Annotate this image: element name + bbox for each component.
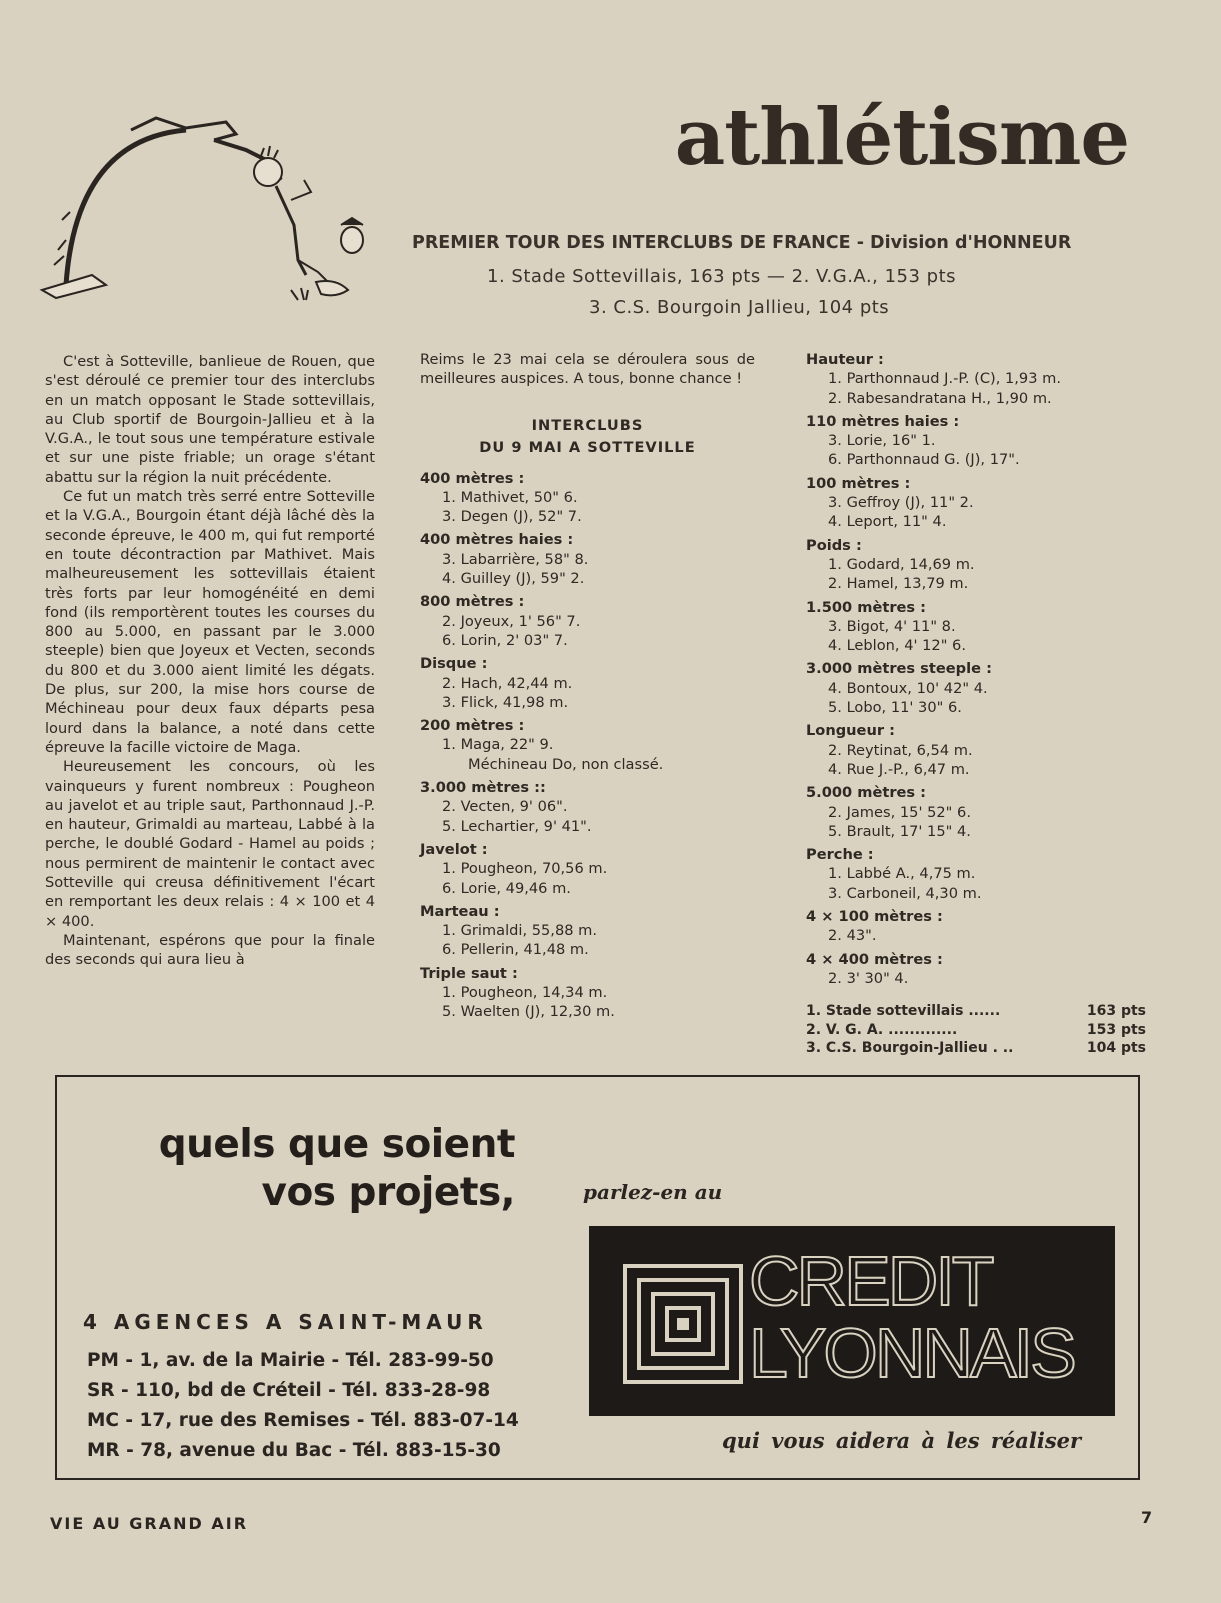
ad-headline-2: vos projets, — [261, 1170, 515, 1215]
event-block — [806, 536, 1146, 594]
summary-line-1: 1. Stade Sottevillais, 163 pts — 2. V.G.A., 153 pts — [487, 266, 957, 287]
result-line: 5. Brault, 17' 15" 4. — [828, 822, 971, 840]
team-total-row — [806, 1039, 1146, 1058]
result-line: 1. Parthonnaud J.-P. (C), 1,93 m. — [828, 370, 1061, 388]
event-block — [806, 598, 1146, 656]
result-line: 2. Hamel, 13,79 m. — [828, 575, 969, 593]
results-subhead — [420, 415, 755, 459]
result-line: 1. Mathivet, 50" 6. — [442, 488, 578, 506]
event-block — [420, 469, 755, 527]
event-block — [806, 721, 1146, 779]
result-line: 1. Pougheon, 14,34 m. — [442, 984, 608, 1002]
ad-parlez-text: parlez-en au — [583, 1180, 723, 1204]
team-points: 153 pts — [1086, 1021, 1146, 1038]
event-block — [420, 592, 755, 650]
article-paragraph: C'est à Sotteville, banlieue de Rouen, que s'est déroulé ce premier tour des interclubs en un match opposant le Stade sottevillais, au Club sportif de Bourgoin-Jallieu et à la V.G.A., le tout sous une température estivale et sur une piste friable; un orage s'étant abattu sur la région la nuit précédente. — [45, 353, 375, 486]
result-line: 3. Bigot, 4' 11" 8. — [828, 617, 956, 635]
event-block — [420, 654, 755, 712]
result-line: 3. Carboneil, 4,30 m. — [828, 884, 982, 902]
competition-heading: PREMIER TOUR DES INTERCLUBS DE FRANCE - Division d'HONNEUR — [412, 233, 1072, 253]
event-title: 110 mètres haies : — [806, 412, 960, 430]
event-block — [806, 350, 1146, 408]
page-number: 7 — [1141, 1508, 1153, 1527]
team-totals — [806, 1002, 1146, 1058]
result-line: 2. 43". — [828, 927, 877, 945]
event-title: 3.000 mètres steeple : — [806, 660, 992, 678]
ad-tagline: qui vous aidera à les réaliser — [722, 1428, 1082, 1453]
result-line: 4. Leport, 11" 4. — [828, 513, 947, 531]
event-block — [420, 530, 755, 588]
event-title: 100 mètres : — [806, 474, 911, 492]
logo-text-line-1: CREDIT — [749, 1242, 992, 1320]
team-name: 2. V. G. A. ............. — [806, 1021, 958, 1038]
summary-line-2: 3. C.S. Bourgoin Jallieu, 104 pts — [589, 297, 890, 318]
result-line: 6. Lorin, 2' 03" 7. — [442, 631, 568, 649]
ad-headline-1: quels que soient — [158, 1122, 515, 1167]
result-line: 4. Guilley (J), 59" 2. — [442, 570, 585, 588]
ad-address: SR - 110, bd de Créteil - Tél. 833-28-98 — [87, 1380, 491, 1401]
event-title: Longueur : — [806, 722, 895, 740]
team-points: 163 pts — [1086, 1003, 1146, 1020]
event-title: Perche : — [806, 846, 874, 864]
ad-address: PM - 1, av. de la Mairie - Tél. 283-99-50 — [87, 1350, 494, 1371]
ad-agencies-title: 4 AGENCES A SAINT-MAUR — [83, 1310, 488, 1334]
results-subhead-date: DU 9 MAI A SOTTEVILLE — [479, 438, 696, 456]
result-line: 5. Lechartier, 9' 41". — [442, 817, 592, 835]
event-block — [806, 783, 1146, 841]
article-paragraph: Heureusement les concours, où les vainqueurs y furent nombreux : Pougheon au javelot et au triple saut, Parthonnaud J.-P. en hauteur, Grimaldi au marteau, Labbé à la perche, le doublé Godard - Hamel au poids ; nous permirent de maintenir le contact avec Sotteville qui creusa définitivement l'écart en remportant les deux relais : 4 × 100 et 4 × 400. — [45, 758, 375, 930]
event-title: Marteau : — [420, 902, 500, 920]
event-list-b — [806, 350, 1146, 988]
result-line: 1. Labbé A., 4,75 m. — [828, 865, 976, 883]
article-paragraph: Maintenant, espérons que pour la finale des seconds qui aura lieu à — [45, 931, 375, 969]
result-line: 2. Rabesandratana H., 1,90 m. — [828, 389, 1052, 407]
event-title: Hauteur : — [806, 351, 884, 368]
event-block — [806, 950, 1146, 989]
result-line: 5. Waelten (J), 12,30 m. — [442, 1003, 615, 1021]
event-block — [806, 845, 1146, 903]
results-column-b — [806, 350, 1146, 1058]
event-title: 800 mètres : — [420, 593, 525, 611]
credit-lyonnais-logo — [589, 1226, 1115, 1416]
result-line: 6. Parthonnaud G. (J), 17". — [828, 451, 1020, 469]
result-line: 1. Godard, 14,69 m. — [828, 555, 975, 573]
event-block — [806, 412, 1146, 470]
result-line: 2. James, 15' 52" 6. — [828, 803, 971, 821]
results-column-a — [420, 350, 755, 1026]
event-title: 5.000 mètres : — [806, 784, 927, 802]
ad-address: MC - 17, rue des Remises - Tél. 883-07-14 — [87, 1410, 519, 1431]
result-line: 2. Reytinat, 6,54 m. — [828, 741, 973, 759]
event-block — [420, 716, 755, 774]
event-block — [420, 778, 755, 836]
event-title: 400 mètres : — [420, 469, 525, 487]
team-name: 3. C.S. Bourgoin-Jallieu . .. — [806, 1040, 1014, 1057]
event-block — [806, 907, 1146, 946]
result-line: 6. Pellerin, 41,48 m. — [442, 941, 589, 959]
section-title: athlétisme — [674, 92, 1129, 183]
event-title: 4 × 100 mètres : — [806, 908, 943, 926]
result-line: 1. Maga, 22" 9. — [442, 736, 554, 754]
result-line: 5. Lobo, 11' 30" 6. — [828, 699, 962, 717]
ad-address: MR - 78, avenue du Bac - Tél. 883-15-30 — [87, 1440, 501, 1461]
event-title: Triple saut : — [420, 964, 518, 982]
result-line: 3. Labarrière, 58" 8. — [442, 550, 589, 568]
pole-vaulter-illustration — [36, 100, 386, 315]
event-title: Poids : — [806, 536, 862, 554]
result-line: 3. Flick, 41,98 m. — [442, 693, 569, 711]
result-note: Méchineau Do, non classé. — [468, 755, 664, 773]
result-line: 2. Vecten, 9' 06". — [442, 798, 568, 816]
event-list-a — [420, 469, 755, 1022]
article-paragraph: Ce fut un match très serré entre Sotteville et la V.G.A., Bourgoin étant déjà lâché dès la seconde épreuve, le 400 m, qui fut remporté en toute décontraction par Mathivet. Mais malheureusement les sottevillais étaient très forts par leur homogénéité en demi fond (ils remportèrent toutes les courses du 800 au 5.000, en passant par le 3.000 steeple) bien que Joyeux et Vecten, seconds du 800 et du 3.000 aient limité les dégats. De plus, sur 200, la mise hors course de Méchineau pour deux faux départs pesa lourd dans la balance, a noté dans cette épreuve la facille victoire de Maga. — [45, 488, 375, 756]
event-title: 200 mètres : — [420, 717, 525, 735]
article-continuation: Reims le 23 mai cela se déroulera sous de meilleures auspices. A tous, bonne chance ! — [420, 351, 755, 388]
result-line: 4. Leblon, 4' 12" 6. — [828, 637, 966, 655]
team-total-row — [806, 1002, 1146, 1021]
event-title: 3.000 mètres :: — [420, 779, 546, 797]
article-column — [45, 352, 375, 970]
event-block — [420, 840, 755, 898]
event-title: Javelot : — [420, 840, 488, 858]
result-line: 4. Rue J.-P., 6,47 m. — [828, 760, 970, 778]
event-title: 400 mètres haies : — [420, 531, 574, 549]
magazine-name: VIE AU GRAND AIR — [50, 1514, 249, 1533]
result-line: 3. Degen (J), 52" 7. — [442, 508, 582, 526]
result-line: 2. Hach, 42,44 m. — [442, 674, 573, 692]
result-line: 2. Joyeux, 1' 56" 7. — [442, 612, 581, 630]
event-block — [420, 902, 755, 960]
result-line: 1. Pougheon, 70,56 m. — [442, 860, 608, 878]
result-line: 3. Geffroy (J), 11" 2. — [828, 494, 974, 512]
result-line: 2. 3' 30" 4. — [828, 969, 909, 987]
result-line: 1. Grimaldi, 55,88 m. — [442, 922, 598, 940]
event-block — [806, 474, 1146, 532]
event-block — [806, 659, 1146, 717]
team-total-row — [806, 1021, 1146, 1040]
team-points: 104 pts — [1086, 1040, 1146, 1057]
event-title: Disque : — [420, 655, 488, 673]
logo-text-line-2: LYONNAIS — [749, 1314, 1074, 1392]
event-title: 4 × 400 mètres : — [806, 950, 943, 968]
event-block — [420, 964, 755, 1022]
result-line: 4. Bontoux, 10' 42" 4. — [828, 679, 988, 697]
result-line: 3. Lorie, 16" 1. — [828, 432, 936, 450]
results-subhead-title: INTERCLUBS — [531, 416, 644, 434]
logo-squares-icon — [623, 1264, 743, 1384]
event-title: 1.500 mètres : — [806, 598, 927, 616]
team-name: 1. Stade sottevillais ...... — [806, 1003, 1001, 1020]
result-line: 6. Lorie, 49,46 m. — [442, 879, 571, 897]
